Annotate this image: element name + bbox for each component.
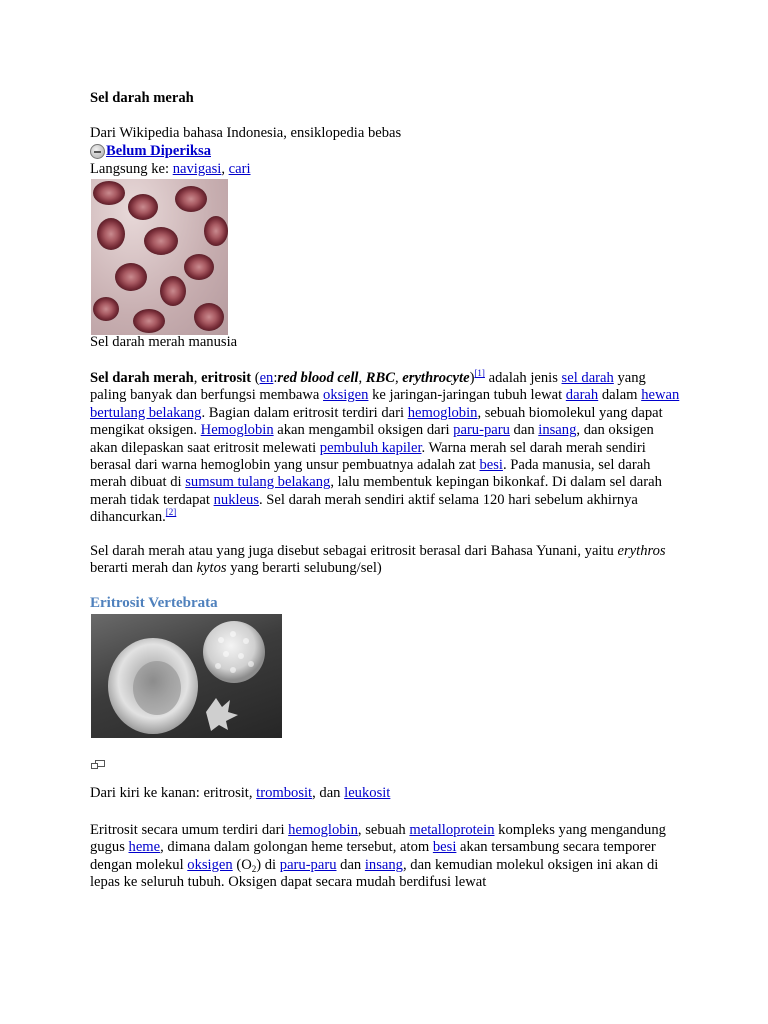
insang-link[interactable]: insang bbox=[538, 422, 577, 439]
hemoglobin-link[interactable]: Hemoglobin bbox=[200, 422, 274, 439]
review-status bbox=[90, 143, 680, 160]
oksigen-link[interactable]: oksigen bbox=[323, 387, 369, 404]
image-caption: Dari kiri ke kanan: eritrosit, trombosit, dan leukosit bbox=[90, 785, 391, 801]
hemoglobin-link[interactable]: hemoglobin bbox=[288, 822, 358, 838]
leukosit-link[interactable]: leukosit bbox=[344, 785, 391, 801]
section-heading: Eritrosit Vertebrata bbox=[90, 595, 218, 611]
wiki-source-line: Dari Wikipedia bahasa Indonesia, ensiklopedia bebas bbox=[90, 125, 402, 141]
unreviewed-icon bbox=[90, 144, 105, 159]
pembuluh-kapiler-link[interactable]: pembuluh kapiler bbox=[319, 439, 422, 456]
blood-cells-sem-image[interactable] bbox=[91, 614, 282, 738]
oksigen-link[interactable]: oksigen bbox=[187, 856, 233, 873]
paru-paru-link[interactable]: paru-paru bbox=[453, 422, 510, 439]
enlarge-icon[interactable] bbox=[91, 760, 105, 769]
review-status-link[interactable]: Belum Diperiksa bbox=[106, 143, 211, 159]
sumsum-tulang-belakang-link[interactable]: sumsum tulang belakang bbox=[185, 474, 331, 491]
intro-paragraph: Sel darah merah, eritrosit (en:red blood cell, RBC, erythrocyte)[1] adalah jenis sel darah yang paling banyak dan berfungsi membawa oksigen ke jaringan-jaringan tubuh lewat darah dalam hewan bertulang belakang. Bagian dalam eritrosit terdiri dari hemoglobin, sebuah biomolekul yang dapat mengikat oksigen. Hemoglobin akan mengambil oksigen dari paru-paru dan insang, dan oksigen akan dilepaskan saat eritrosit melewati pembuluh kapiler. Warna merah sel darah merah sendiri berasal dari warna hemoglobin yang unsur pembuatnya adalah zat besi. Pada manusia, sel darah merah dibuat di sumsum tulang belakang, lalu membentuk kepingan bikonkaf. Di dalam sel darah merah tidak terdapat nukleus. Sel darah merah sendiri aktif selama 120 hari sebelum akhirnya dihancurkan.[2] bbox=[90, 368, 680, 526]
heme-link[interactable]: heme bbox=[128, 839, 161, 856]
nav-link[interactable]: navigasi bbox=[172, 161, 222, 177]
image-caption: Sel darah merah manusia bbox=[90, 334, 238, 350]
hemoglobin-link[interactable]: hemoglobin bbox=[407, 404, 478, 421]
metalloprotein-link[interactable]: metalloprotein bbox=[409, 822, 495, 838]
besi-link[interactable]: besi bbox=[432, 839, 457, 856]
besi-link[interactable]: besi bbox=[479, 457, 503, 474]
sem-micrograph bbox=[91, 614, 282, 738]
hewan-bertulang-belakang-link[interactable]: hewan bertulang belakang bbox=[90, 387, 680, 421]
search-link[interactable]: cari bbox=[228, 161, 251, 177]
page-title: Sel darah merah bbox=[90, 90, 194, 106]
reference-link[interactable]: [1] bbox=[474, 368, 485, 378]
insang-link[interactable]: insang bbox=[364, 856, 403, 873]
nukleus-link[interactable]: nukleus bbox=[213, 491, 259, 508]
jump-to-label: Langsung ke: bbox=[90, 161, 170, 177]
jump-to-line: Langsung ke: navigasi, cari bbox=[90, 161, 251, 177]
trombosit-link[interactable]: trombosit bbox=[256, 785, 313, 801]
red-blood-cells-image[interactable] bbox=[91, 179, 228, 335]
body-paragraph: Eritrosit secara umum terdiri dari hemoglobin, sebuah metalloprotein kompleks yang mengandung gugus heme, dimana dalam golongan heme tersebut, atom besi akan tersambung secara temporer dengan molekul oksigen $(O_2)$ di paru-paru dan insang, dan kemudian molekul oksigen ini akan di lepas ke seluruh tubuh. Oksigen dapat secara mudah berdifusi lewat bbox=[90, 822, 666, 891]
darah-link[interactable]: darah bbox=[565, 387, 599, 404]
etymology-paragraph: Sel darah merah atau yang juga disebut sebagai eritrosit berasal dari Bahasa Yunani, yaitu erythros berarti merah dan kytos yang berarti selubung/sel) bbox=[90, 543, 666, 577]
sel-darah-link[interactable]: sel darah bbox=[561, 370, 614, 386]
en-link[interactable]: en bbox=[259, 370, 274, 386]
reference-link[interactable]: [2] bbox=[165, 507, 177, 518]
paru-paru-link[interactable]: paru-paru bbox=[279, 856, 337, 873]
red-blood-cells-micrograph bbox=[91, 179, 228, 335]
